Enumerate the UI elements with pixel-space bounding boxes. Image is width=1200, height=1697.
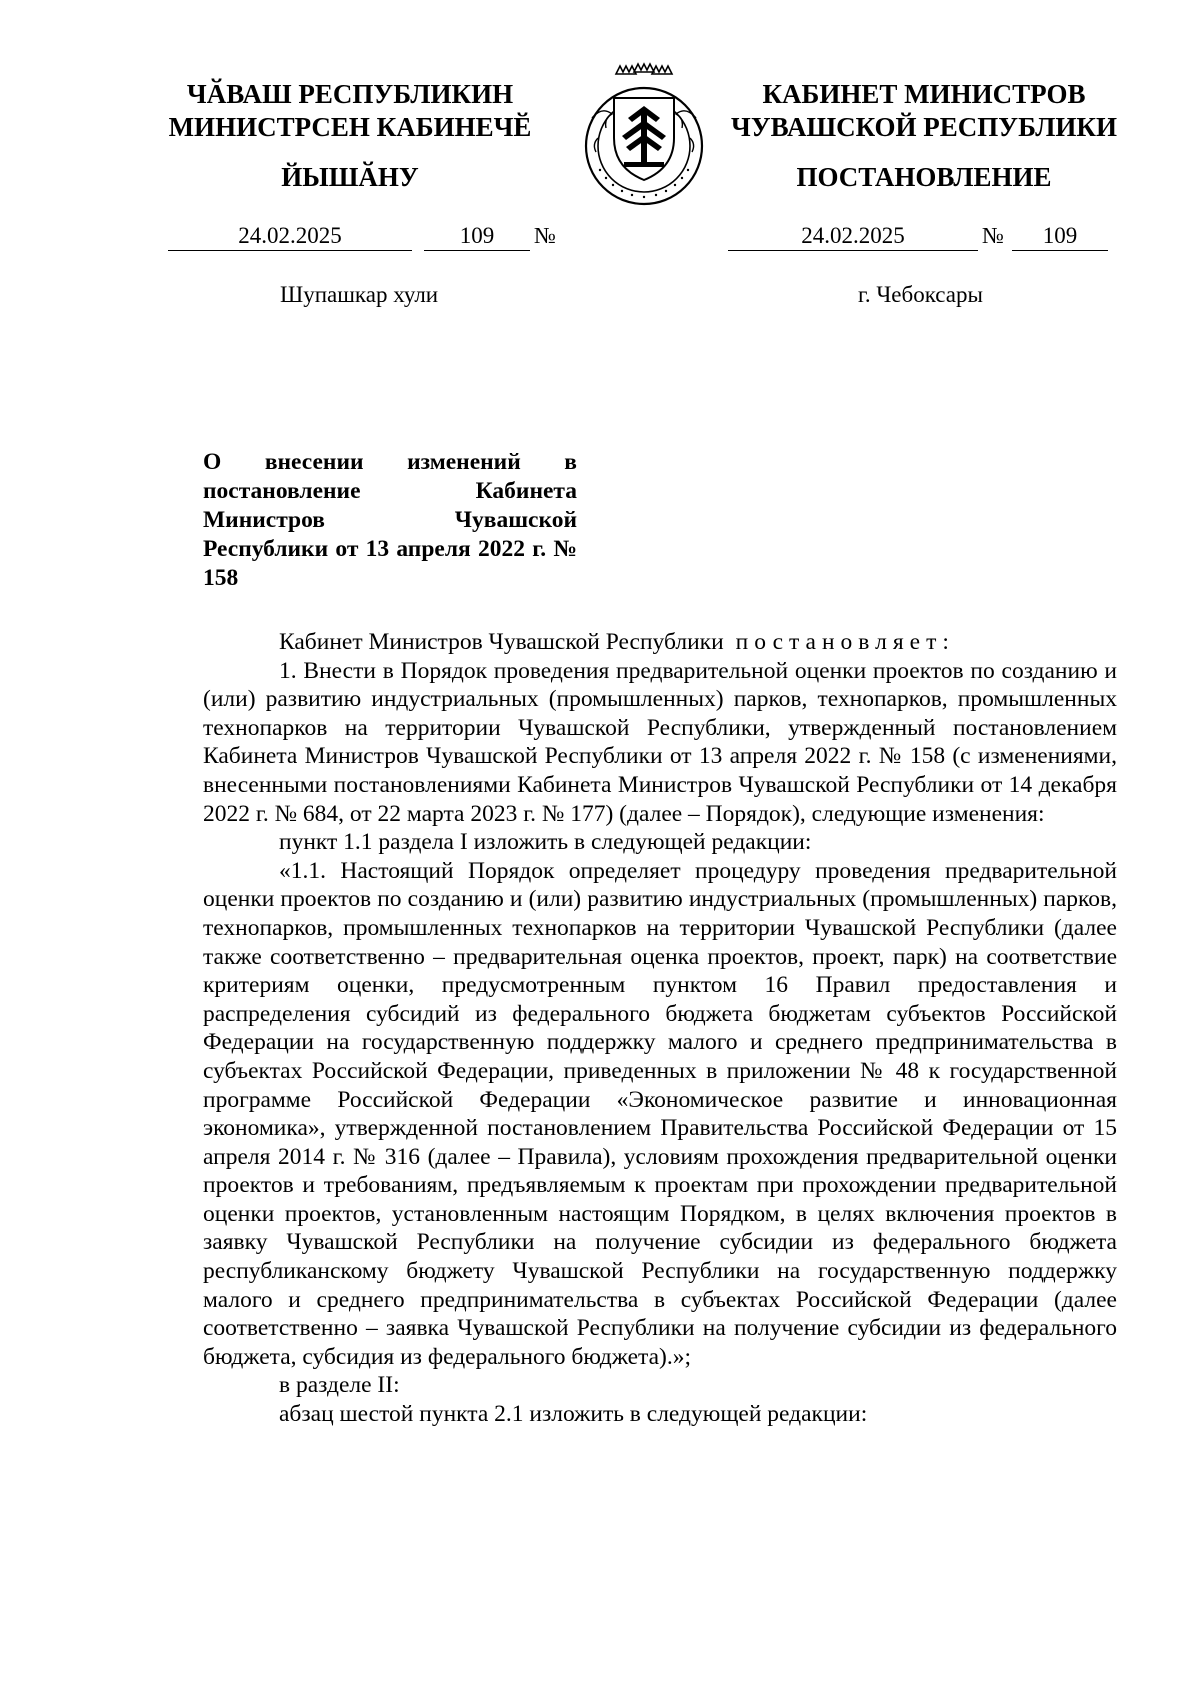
- header-left-line1: ЧӐВАШ РЕСПУБЛИКИН: [186, 79, 514, 109]
- body-paragraph: абзац шестой пункта 2.1 изложить в следующей редакции:: [279, 1401, 868, 1428]
- body-paragraph: «1.1. Настоящий Порядок определяет процедуру проведения предварительной оценки проектов по созданию и (или) развитию индустриальных (промышленных) парков, технопарков, промышленных технопарков на территории Чувашской Республики (далее также соответственно – предварительная оценка проектов, проект, парк) на соответствие критериям оценки, предусмотренным пунктом 16 Правил предоставления и распределения субсидий из федерального бюджета бюджетам субъектов Российской Федерации на государственную поддержку малого и среднего предпринимательства в субъектах Российской Федерации, приведенных в приложении № 48 к государственной программе Российской Федерации «Экономическое развитие и инновационная экономика», утвержденной постановлением Правительства Российской Федерации от 15 апреля 2014 г. № 316 (далее – Правила), условиям прохождения предварительной оценки проектов и требованиям, предъявляемым к проектам при прохождении предварительной оценки проектов, установленным настоящим Порядком, в целях включения проектов в заявку Чувашской Республики на получение субсидии из федерального бюджета республиканскому бюджету Чувашской Республики на государственную поддержку малого и среднего предпринимательства в субъектах Российской Федерации (далее соответственно – заявка Чувашской Республики на получение субсидии из федерального бюджета, субсидия из федерального бюджета).»;: [203, 857, 1117, 1370]
- left-number-field: 109: [424, 222, 530, 251]
- document-body: [203, 628, 1117, 1429]
- header-left-line2: МИНИСТРСЕН КАБИНЕЧӖ: [168, 112, 532, 142]
- preamble: [203, 628, 1117, 657]
- right-place: г. Чебоксары: [858, 282, 983, 307]
- right-date-field: 24.02.2025: [728, 222, 978, 251]
- body-paragraph: в разделе II:: [279, 1372, 400, 1399]
- header-right-doc-type: ПОСТАНОВЛЕНИЕ: [796, 162, 1052, 192]
- body-paragraph: 1. Внести в Порядок проведения предварительной оценки проектов по созданию и (или) развитию индустриальных (промышленных) парков, технопарков, промышленных технопарков на территории Чувашской Республики, утвержденный постановлением Кабинета Министров Чувашской Республики от 13 апреля 2022 г. № 158 (с изменениями, внесенными постановлениями Кабинета Министров Чувашской Республики от 14 декабря 2022 г. № 684, от 22 марта 2023 г. № 177) (далее – Порядок), следующие изменения:: [203, 657, 1117, 827]
- left-date-field: 24.02.2025: [168, 222, 412, 251]
- left-number-sign: №: [534, 223, 556, 248]
- left-place: Шупашкар хули: [280, 282, 439, 307]
- header-right-line2: ЧУВАШСКОЙ РЕСПУБЛИКИ: [731, 112, 1117, 142]
- subject-text: О внесении изменений в постановление Кабинета Министров Чувашской Республики от 13 апреля 2022 г. № 158: [203, 449, 577, 591]
- header-right: [718, 78, 1130, 144]
- preamble-start: Кабинет Министров Чувашской Республики: [279, 629, 724, 655]
- preamble-spaced: постановляет:: [735, 629, 955, 655]
- header-left-doc-type: ЙЫШӐНУ: [281, 162, 419, 192]
- header-right-line1: КАБИНЕТ МИНИСТРОВ: [762, 79, 1086, 109]
- coat-of-arms-emblem: [570, 58, 718, 208]
- body-paragraph: пункт 1.1 раздела I изложить в следующей редакции:: [279, 829, 812, 856]
- document-subject: [203, 448, 577, 593]
- right-number-sign: №: [982, 223, 1004, 248]
- header-left: [150, 78, 550, 144]
- right-number-field: 109: [1012, 222, 1108, 251]
